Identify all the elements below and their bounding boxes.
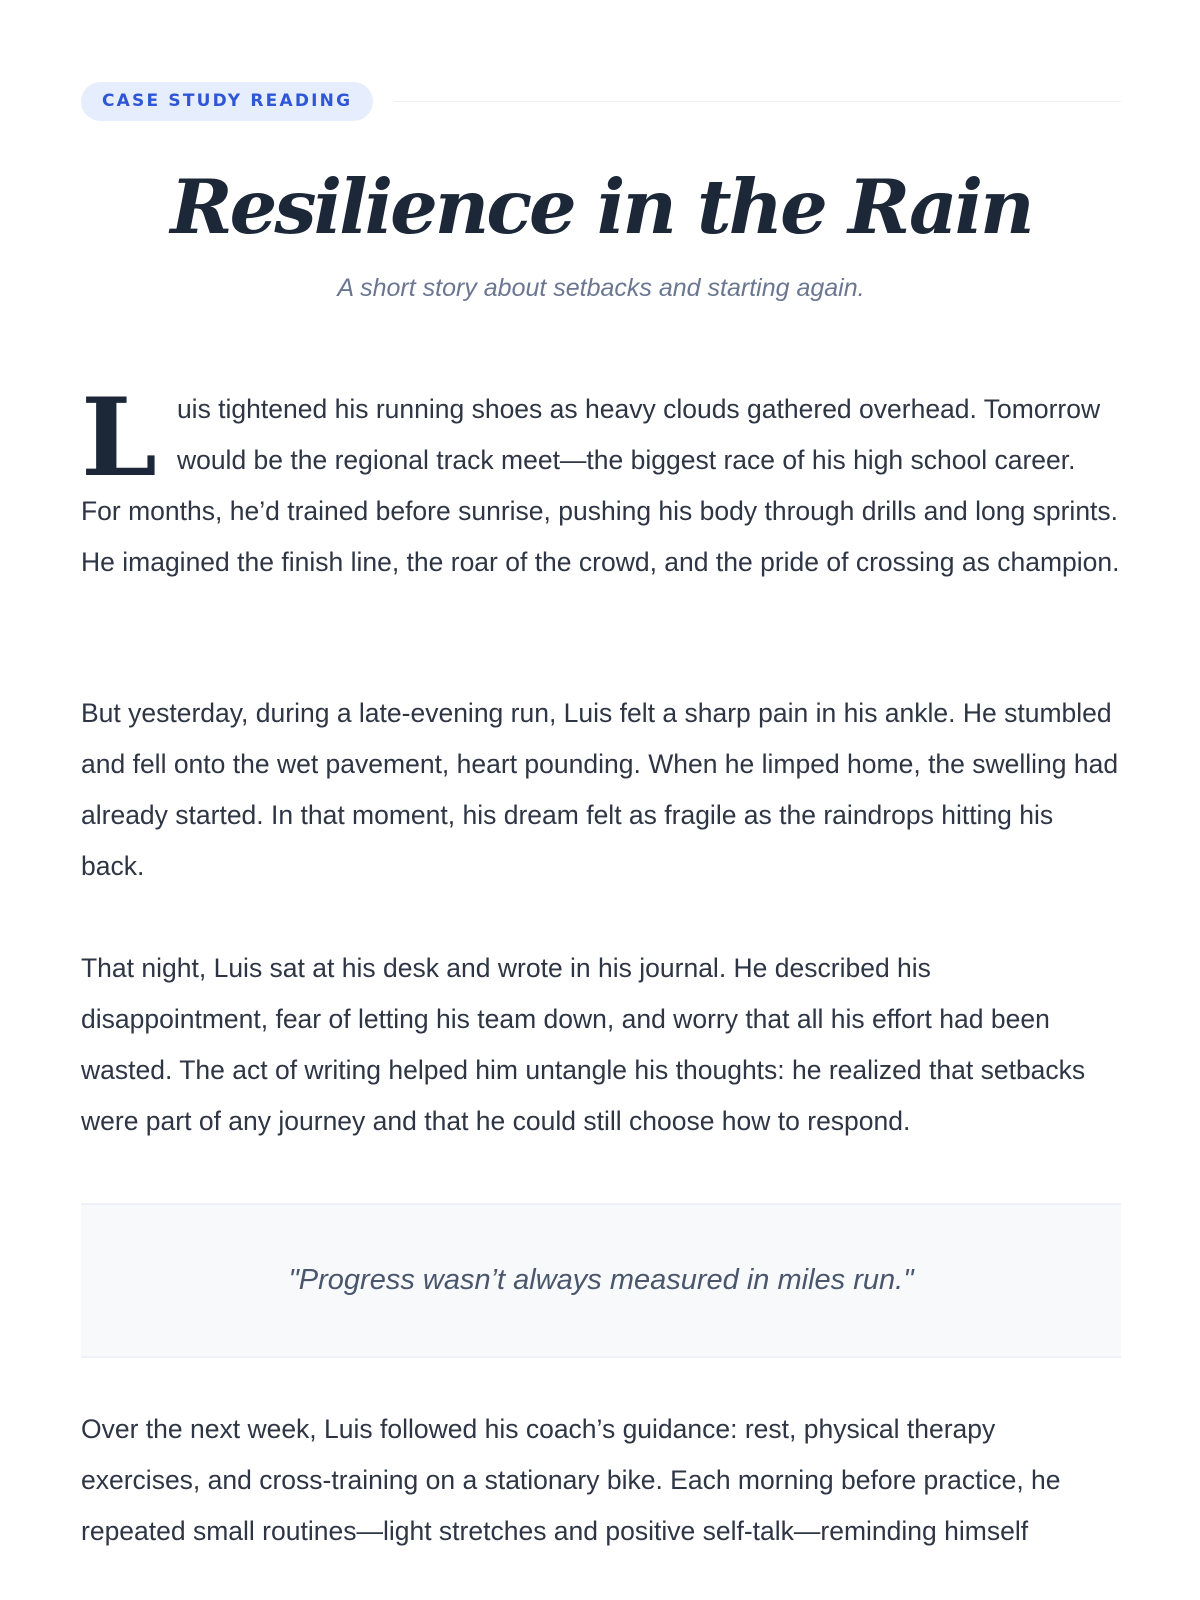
- header-row: [81, 81, 1121, 121]
- pull-quote: [81, 1203, 1121, 1358]
- category-tag: CASE STUDY READING: [81, 82, 373, 121]
- story-paragraph: But yesterday, during a late-evening run, Luis felt a sharp pain in his ankle. He stumbled and fell onto the wet pavement, heart pounding. When he limped home, the swelling had already started. In that moment, his dream felt as fragile as the raindrops hitting his back.: [81, 698, 1119, 881]
- story-paragraph: That night, Luis sat at his desk and wrote in his journal. He described his disappointment, fear of letting his team down, and worry that all his effort had been wasted. The act of writing helped him untangle his thoughts: he realized that setbacks were part of any journey and that he could still choose how to respond.: [81, 953, 1086, 1136]
- story-title: Resilience in the Rain: [170, 163, 1032, 251]
- story-paragraph: [81, 375, 1121, 590]
- paragraph-text: uis tightened his running shoes as heavy clouds gathered overhead. Tomorrow would be the regional track meet—the biggest race of his high school career. For months, he’d trained before sunrise, pushing his body through drills and long sprints. He imagined the finish line, the roar of the crowd, and the pride of crossing as champion.: [81, 394, 1120, 577]
- story-body: [81, 375, 1121, 1557]
- header-divider: [394, 101, 1121, 102]
- story-subtitle: A short story about setbacks and starting again.: [337, 274, 865, 302]
- story-paragraph: Over the next week, Luis followed his coach’s guidance: rest, physical therapy exercises, and cross-training on a stationary bike. Each morning before practice, he repeated small routines—light stretches and positive self-talk—reminding himself: [81, 1414, 1061, 1546]
- pull-quote-text: "Progress wasn’t always measured in miles run.": [288, 1264, 914, 1296]
- drop-cap: L: [81, 375, 157, 501]
